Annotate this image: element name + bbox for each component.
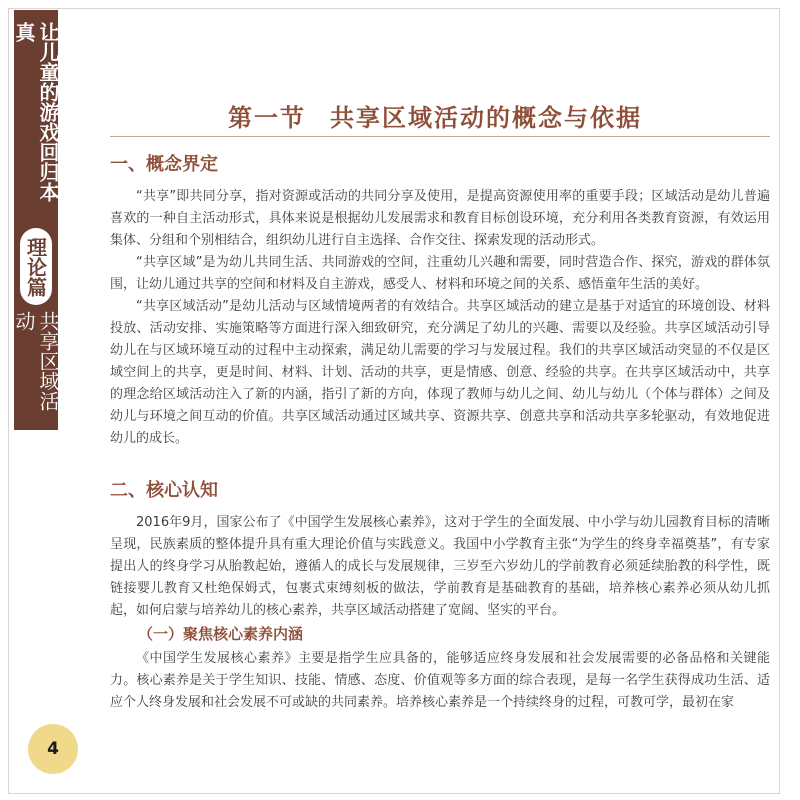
paragraph: 《中国学生发展核心素养》主要是指学生应具备的，能够适应终身发展和社会发展需要的必备品格和关键能力。核心素养是关于学生知识、技能、情感、态度、价值观等多方面的综合表现，是每一名学生获得成功生活、适应个人终身发展和社会发展不可或缺的共同素养。培养核心素养是一个持续终身的过程，可教可学，最初在家	[110, 651, 770, 710]
subsection-heading: （一）聚焦核心素养内涵	[138, 625, 304, 643]
page-number-badge	[28, 724, 78, 774]
section-heading-core: 二、核心认知	[110, 480, 218, 501]
chapter-title: 共享区域活动的概念与依据	[330, 104, 642, 132]
chapter-number: 第一节	[228, 104, 306, 132]
sidebar-badge	[20, 228, 52, 305]
paragraph: “共享”即共同分享，指对资源或活动的共同分享及使用，是提高资源使用率的重要手段；区域活动是幼儿普遍喜欢的一种自主活动形式，具体来说是根据幼儿发展需求和教育目标创设环境，充分利用各类教育资源，有效运用集体、分组和个别相结合，组织幼儿进行自主选择、合作交往、探索发现的活动形式。	[110, 189, 770, 248]
title-divider	[110, 136, 770, 137]
paragraph: 2016年9月，国家公布了《中国学生发展核心素养》，这对于学生的全面发展、中小学与幼儿园教育目标的清晰呈现，民族素质的整体提升具有重大理论价值与实践意义。我国中小学教育主张“为学生的终身幸福奠基”，有专家提出人的终身学习从胎教起始，遵循人的成长与发展规律，三岁至六岁幼儿的学前教育必须延续胎教的科学性，既链接婴儿教育又杜绝保姆式，包裹式束缚刻板的做法，学前教育是基础教育的基础，培养核心素养必须从幼儿抓起，如何启蒙与培养幼儿的核心素养，共享区域活动搭建了宽阔、坚实的平台。	[110, 515, 770, 618]
sidebar-subtitle: 共享区域活动	[12, 311, 60, 412]
paragraph: “共享区域”是为幼儿共同生活、共同游戏的空间，注重幼儿兴趣和需要，同时营造合作、探究，游戏的群体氛围，让幼儿通过共享的空间和材料及自主游戏，感受人、材料和环境之间的关系、感悟童年生活的美好。	[110, 255, 770, 292]
paragraph: “共享区域活动”是幼儿活动与区域情境两者的有效结合。共享区域活动的建立是基于对适宜的环境创设、材料投放、活动安排、实施策略等方面进行深入细致研究，充分满足了幼儿的兴趣、需要以及经验。共享区域活动引导幼儿在与区域环境互动的过程中主动探索，满足幼儿需要的学习与发展过程。我们的共享区域活动突显的不仅是区域空间上的共享，更是时间、材料、计划、活动的共享，更是情感、创意、经验的共享。在共享区域活动中，共享的理念给区域活动注入了新的内涵，指引了新的方向，体现了教师与幼儿之间、幼儿与幼儿（个体与群体）之间及幼儿与环境之间互动的价值。共享区域活动通过区域共享、资源共享、创意共享和活动共享多轮驱动，有效地促进幼儿的成长。	[110, 299, 770, 446]
page-number: 4	[47, 739, 59, 759]
sidebar-strip	[14, 10, 58, 430]
main-content	[110, 150, 770, 714]
section-heading-concept: 一、概念界定	[110, 154, 218, 175]
sidebar-badge-label: 理论篇	[23, 236, 48, 297]
page-title	[0, 98, 800, 133]
sidebar-book-title: 让儿童的游戏回归本真	[12, 22, 60, 202]
